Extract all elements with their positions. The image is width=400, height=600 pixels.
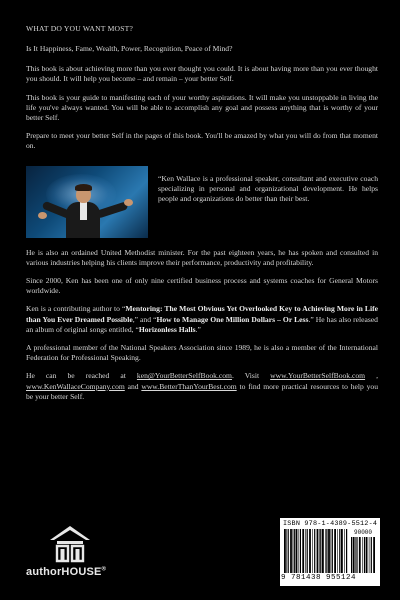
paragraph-3: Prepare to meet your better Self in the pages of this book. You'll be amazed by what you will do from that moment on. — [26, 131, 378, 151]
paragraph-2: This book is your guide to manifesting each of your worthy aspirations. It will make you unstoppable in living the life you've always wanted. You will be able to accomplish any goal and possess anything that is worthy of your better Self. — [26, 92, 378, 123]
question: Is It Happiness, Fame, Wealth, Power, Recognition, Peace of Mind? — [26, 44, 233, 53]
website-link-yourbetterself[interactable]: www.YourBetterSelfBook.com — [270, 371, 366, 381]
website-link-betterthanyourbest[interactable]: www.BetterThanYourBest.com — [141, 381, 237, 391]
bio-intro: “Ken Wallace is a professional speaker, consultant and executive coach specializing in personal and organizational development. He helps people and organizations do better than their best. — [158, 173, 378, 204]
author-bio — [26, 164, 378, 238]
isbn-barcode — [280, 518, 380, 586]
email-link[interactable]: ken@YourBetterSelfBook.com — [136, 371, 232, 381]
house-book-icon — [48, 524, 92, 564]
isbn-digits: 9 781438 955124 — [281, 574, 357, 582]
barcode-addon-price: 90000 — [354, 529, 373, 536]
heading: WHAT DO YOU WANT MOST? — [26, 24, 134, 33]
barcode-bars — [284, 529, 348, 573]
publisher-logo — [26, 524, 126, 578]
paragraph-7: A professional member of the National Speakers Association since 1989, he is also a member of the International Federation for Professional Speaking. — [26, 343, 378, 363]
publisher-name: authorHOUSE® — [26, 566, 107, 578]
book-title-manage: How to Manage One Million Dollars – Or Less — [156, 314, 309, 324]
footer — [0, 518, 400, 600]
author-photo — [26, 166, 148, 238]
paragraph-1: This book is about achieving more than you ever thought you could. It is about having more than you ever thought you should. It will help you become – and remain – your better Self. — [26, 64, 378, 84]
paragraph-8: He can be reached at ken@YourBetterSelfBook.com. Visit www.YourBetterSelfBook.com , www.KenWallaceCompany.com and www.BetterThanYourBest.com to find more practical resources to help you be your better Self. — [26, 371, 379, 401]
paragraph-6: Ken is a contributing author to “Mentoring: The Most Obvious Yet Overlooked Key to Achieving More in Life than You Ever Dreamed Possible,” and “How to Manage One Million Dollars – Or Less.” He has also released an album of original songs entitled, “Horizonless Halls.” — [26, 304, 378, 334]
website-link-kenwallace[interactable]: www.KenWallaceCompany.com — [26, 381, 125, 391]
barcode-addon-bars — [351, 537, 377, 573]
album-title: Horizonless Halls — [138, 324, 196, 334]
back-cover-text — [26, 24, 378, 410]
paragraph-4: He is also an ordained United Methodist minister. For the past eighteen years, he has spoken and consulted in various industries helping his clients improve their performance, productivity and profitability. — [26, 247, 378, 267]
book-title-mentoring: Mentoring: The Most Obvious Yet Overlooked Key to Achieving More in Life than You Ever Dreamed Possible — [26, 304, 378, 324]
paragraph-5: Since 2000, Ken has been one of only nine certified business process and systems coaches for General Motors worldwide. — [26, 276, 378, 296]
isbn-label: ISBN 978-1-4389-5512-4 — [283, 520, 378, 528]
